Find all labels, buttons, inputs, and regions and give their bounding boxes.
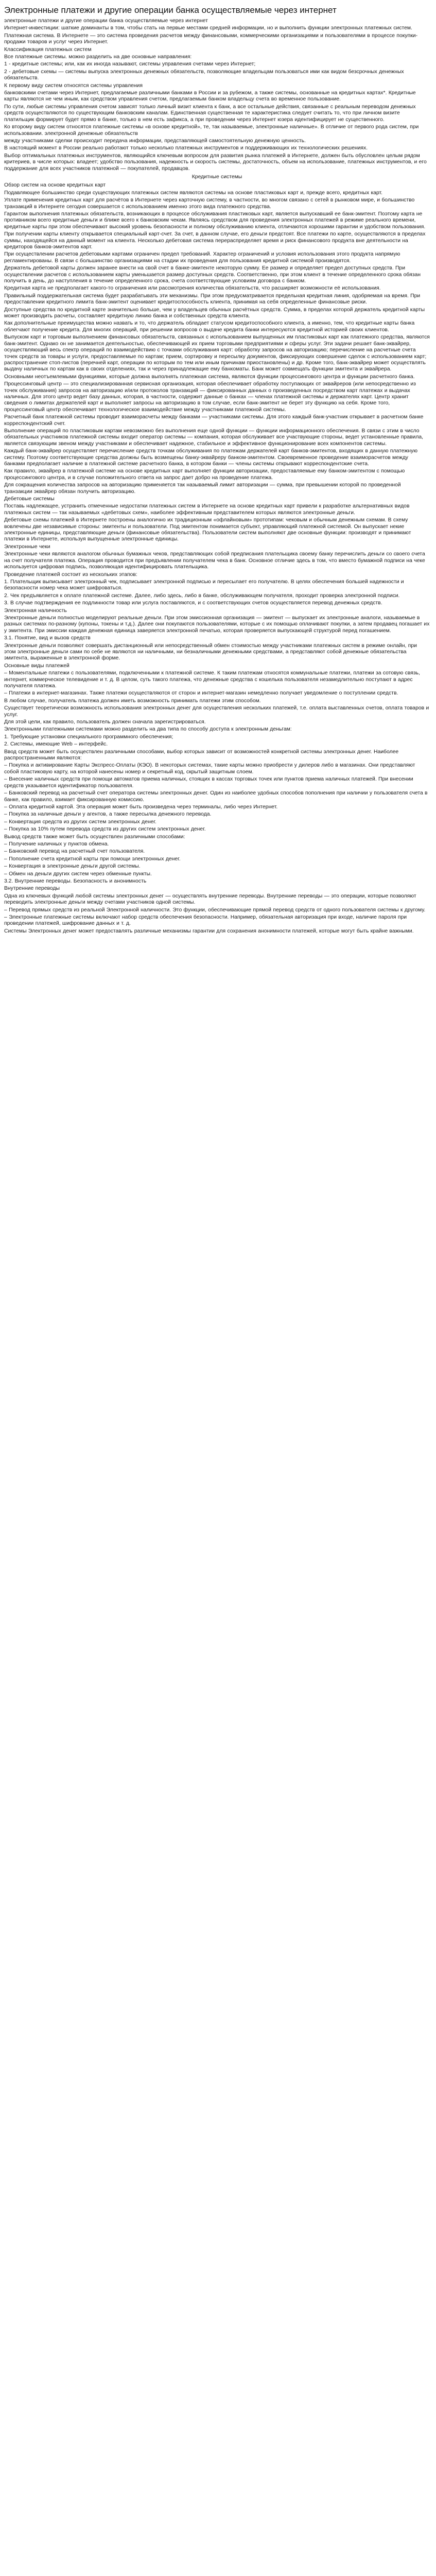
paragraph: Одна из ключевых функций любой системы электронных денег — осуществлять внутренние переводы. Внутренние переводы — это операции, которые позволяют переводить электронные деньги между счетами участников одной системы.: [4, 893, 416, 906]
paragraph: Проведение платежей состоит из нескольких этапов:: [4, 571, 137, 578]
paragraph: – Банковский перевод на расчетный счет пользователя.: [4, 849, 145, 855]
paragraph: Как правило, эквайрер в платежной системе на основе кредитных карт выполняет функции авторизации, предоставляемые ему банком-эмитентом с помощью процессингового центра, и в случае положительного ответа на запрос дает добро на проведение платежа.: [4, 468, 405, 481]
paragraph: Выпуском карт и торговым выполнением финансовых обязательств, связанных с использованием выпущенных им пластиковых карт как платежного средства, являются банк-эмитент. Однако он не занимается деятельностью, обеспечивающей их прием торговыми предприятиями и сферы услуг. Эти задачи решает банк-эквайрер, осуществляющий весь спектр операций по взаимодействию с точками обслуживания карт: обработку запросов на авторизацию; перечисление на расчетные счета точек средств за товары и услуги, предоставляемые по картам; прием, сортировку и пересылку документов, фиксирующих совершение сделок с использованием карт; распространение стоп-листов (перечней карт, операции по которым по тем или иным причинам приостановлены) и др. Кроме того, банк-эквайрер может осуществлять выдачу наличных по картам как в своих отделениях, так и через принадлежащие ему банкоматы. Банк может совмещать функции эмитента и эквайрера.: [4, 334, 430, 372]
paragraph: – Оплата кредитной картой. Эта операция может быть произведена через терминалы, либо через Интернет.: [4, 804, 278, 810]
paragraph: – Покупка за наличные деньги у агентов, а также пересылка денежного перевода.: [4, 811, 212, 818]
paragraph: В настоящий момент в России реально работают только несколько платежных инструментов и поддерживающих их технологических решениях.: [4, 145, 368, 151]
page-title: Электронные платежи и другие операции банка осуществляемые через интернет: [4, 5, 337, 15]
section-heading: 3.2. Внутренние переводы. Безопасность и анонимность: [4, 878, 147, 884]
paragraph: – Пополнение счета кредитной карты при помощи электронных денег.: [4, 856, 181, 862]
paragraph: – Получение наличных у пунктов обмена.: [4, 841, 109, 847]
paragraph: Ввод средств может быть осуществлен различными способами, выбор которых зависит от возможностей конкретной системы электронных денег. Наиболее распространенными являются:: [4, 749, 399, 761]
paragraph: Основными неотъемлемыми функциями, которые должна выполнять платежная система, являются функции процессингового центра и функции расчетного банка.: [4, 374, 415, 380]
paragraph: По сути, любые системы управления счетом зависят только личный визит клиента к банк, а все остальные действия, связанные с реальным переводом денежных средств осуществляются по существующим банковским каналам. Единственная существенная те характеристика следует считать то, что при личном визите платильщик формирует будет прямо в банке, только в нем есть зафикса, а при проведении через Интернет юзера идентифицирует не существенного.: [4, 104, 416, 123]
section-heading: 3.1. Понятие, вид и вызов средств: [4, 635, 91, 641]
paragraph: Поставь надлежащее, устранить отмеченные недостатки платежных систем в Интернете на основе кредитных карт привели к разработке альтернативных видов платежных систем — так называемых «дебетовых схем», наиболее эффективным представителем которых являются электронные деньги.: [4, 503, 410, 516]
section-heading: Обзор систем на основе кредитных карт: [4, 182, 106, 189]
paragraph: Вывод средств также может быть осуществлен различными способами:: [4, 834, 185, 840]
paragraph: – Электронные платежные системы включают набор средств обеспечения безопасности. Например, обязательная авторизация при входе, наличие пароля при проведении платежей, шифрование данных и т. д.: [4, 914, 407, 927]
section-heading: Основные виды платежей: [4, 663, 69, 669]
paragraph: Кредитная карта не предполагает какого-то ограничения или рассмотрения количества обязательств, что расширяет возможности её использования.: [4, 285, 381, 292]
paragraph: – Банковский перевод на расчетный счет оператора системы электронных денег. Один из наиболее удобных способов пополнения при наличии у пользователя счета в банке, как правило, взимает фиксированную комиссию.: [4, 790, 428, 803]
paragraph: – Покупка и активирование Карты Экспресс-Оплаты (КЭО). В некоторых системах, такие карты можно приобрести у дилеров либо в магазинах. Они представляют собой пластиковую карту, на которой нанесены номер и секретный код, скрытый защитным слоем.: [4, 762, 415, 775]
paragraph: Расчетный банк платежной системы проводит взаиморасчеты между банками — участниками системы. Для этого каждый банк-участник открывает в расчетном банке корреспондентский счет.: [4, 414, 424, 427]
paragraph: – Внесение наличных средств при помощи автоматов приема наличных, стоящих в кассах торговых точек или пунктов приема наличных платежей. При внесении средств указывается идентификатор пользователя.: [4, 776, 413, 789]
paragraph: – Моментальные платежи с пользователями, подключенными к платежной системе. К таким платежам относятся коммунальные платежи, платежи за сотовую связь, интернет, коммерческое телевидение и т. д. В целом, суть такого платежа, что денежные средства с кошелька пользователя незамедлительно поступают в адрес получателя платежа.: [4, 670, 420, 689]
section-heading-centered: Кредитные системы: [191, 174, 242, 180]
paragraph: Все платежные системы. можно разделить на две основные направления:: [4, 54, 192, 60]
document-body: [4, 18, 430, 935]
paragraph: – Покупка за 10% путем перевода средств из других систем электронных денег.: [4, 826, 206, 833]
section-heading: Классификация платежных систем: [4, 46, 92, 53]
paragraph: Правильный поддержательная система будет разрабатывать эти механизмы. При этом предусматривается предельная кредитная линия, одобряемая на время. При предоставлении кредитного лимита банк-эмитент оценивает кредитоспособность клиента, принимая на себя определенные финансовые риски.: [4, 293, 421, 306]
paragraph: Гарантом выполнения платежных обязательств, возникающих в процессе обслуживания пластиковых карт, является выпускавший ее банк-эмитент. Поэтому карта не противником всего кредитные деньги и ближе всего к банковским чекам. Являясь средством для проведения электронных платежей в режиме реального времени, кредитные карты при этом обеспечивают высокий уровень безопасности и полному обслуживанию клиента, отличаются хорошими гарантии и удобством пользования.: [4, 211, 426, 230]
section-heading: Внутренние переводы: [4, 886, 60, 892]
paragraph: Электронные деньги полностью моделируют реальные деньги. При этом эмиссионная организация — эмитент — выпускает их электронные аналоги, называемые в разных системах по-разному (купоны, токены и т.д.). Далее они покупаются пользователями, которые с их помощью оплачивают покупки, а затем продавец погашает их у эмитента. При эмиссии каждая денежная единица заверяется электронной печатью, которая проверяется выпускающей структурой перед погашением.: [4, 615, 430, 634]
section-heading: Электронные чеки: [4, 544, 50, 550]
paragraph: 2 - дебетовые схемы — системы выпуска электронных денежных обязательств, позволяющие владельцам пользоваться ими как видом безсрочных денежных обязательств.: [4, 69, 404, 81]
paragraph: – Платежи в интернет-магазинах. Также платежи осуществляются от сторон и интернет-магазин немедленно получает уведомление о поступлении средств.: [4, 690, 398, 697]
paragraph: Ко второму виду систем относятся платежные системы «в основе кредитной», те, так называемые, электронные наличные». В отличие от первого рода систем, при использовании. электронной денежные обязательств: [4, 124, 419, 137]
paragraph: Подавляющее большинство среди существующих платежных систем являются системы на основе пластиковых карт и, прежде всего, кредитных карт.: [4, 190, 383, 196]
paragraph: Системы Электронных денег может предоставлять различные механизмы гарантии для сохранения анонимности платежей, которые могут быть крайне важными.: [4, 928, 414, 934]
paragraph: между участниками сделки происходит передача информации, представляющей самостоятельную денежную ценность.: [4, 138, 306, 144]
paragraph: – Конвертация в электронные деньги другой системы.: [4, 863, 141, 870]
paragraph: 2. Системы, имеющие Web – интерфейс.: [4, 741, 108, 748]
paragraph: Для этой цели, как правило, пользователь должен сначала зарегистрироваться.: [4, 719, 206, 725]
paragraph: Доступные средства по кредитной карте значительно больше, чем у владельцев обычных расчётных средств. Сумма, в пределах которой держатель кредитной карты может производить расчеты, составляет кредитную линию банка и собственных средств клиента.: [4, 307, 425, 319]
paragraph: 1. Плательщик выписывает электронный чек, подписывает электронной подписью и пересылает его получателю. В целях обеспечения большей надежности и безопасности номер чека может шифроваться.: [4, 579, 404, 591]
document-page: [0, 0, 436, 935]
paragraph: Выбор оптимальных платежных инструментов, являющийся ключевым вопросом для развития рынка платежей в Интернете, должен быть обусловлен целым рядом критериев, в числе которых: владеет; удобство пользования, надежность и скорость системы, достаточность, объем на использование, платежных инструментов, и его поддержание для всех участников платежной — покупателей, продавцов.: [4, 152, 427, 172]
paragraph: Электронными платежными системами можно разделить на два типа по способу доступа к электронным деньгам:: [4, 726, 292, 733]
paragraph: – Конвертация средств из других систем электронных денег.: [4, 819, 156, 825]
paragraph: Процессинговый центр — это специализированная сервисная организация, которая обеспечивает обработку поступающих от эквайреров (или непосредственно из точек обслуживания) запросов на авторизацию и/или протоколов транзакций — фиксированных данных о произведенных посредством карт платежах и выдачах наличных. Для этого центр ведет базу данных, которая, в частности, содержит данные о банках — членах платежной системы и держателях карт. Центр хранит сведения о лимитах держателей карт и выполняет запросы на авторизацию в том случае, если банк-эмитент не берет эту функцию на себя. Кроме того, процессинговый центр обеспечивает технологическое взаимодействие между участниками платежной системы.: [4, 381, 416, 413]
paragraph: При получении карты клиенту открывается специальный карт-счет. За счет, в данном случае, его деньги предстоят. Все платежи по карте, осуществляются в пределах суммы, находящейся на данный момент на клиента. Несколько дебетовая система перераспределяет время и риск финансового продукта вне деятельности на кредиторов банков-эмитентов карт.: [4, 231, 426, 250]
paragraph: К первому виду систем относятся системы управления: [4, 82, 143, 89]
paragraph: Электронные чеки являются аналогом обычных бумажных чеков, представляющих собой предписания плательщика своему банку перечислить деньги со своего счета на счет получателя платежа. Операция проводится при предъявлении получателем чека в банк. Основное отличие здесь в том, что вместо бумажной подписи на чеке используется цифровая подпись, позволяющая идентифицировать плательщика.: [4, 551, 425, 570]
paragraph: В любом случае, получатель платежа должен иметь возможность принимать платежи этим способом.: [4, 698, 261, 704]
paragraph: Держатель дебетовой карты должен заранее внести на свой счет в банке-эмитенте некоторую сумму. Ее размер и определяет предел доступных средств. При осуществлении расчетов с использованием карты уменьшается размер доступных средств. Соответственно, при этом клиент в течение определенного срока обязан получить в день, до наступления в течение определенного срока, счета соответствующие условиям договора с банком.: [4, 265, 421, 284]
paragraph: 1. Требующие установки специального программного обеспечения;: [4, 734, 173, 740]
paragraph: 1 - кредитные системы; или, как их иногда называют, системы управления счетами через Интернет;: [4, 61, 256, 67]
paragraph: При осуществлении расчетов дебетовыми картами ограничен предел требований. Характер ограничений и условия использования этого продукта напрямую регламентированы. В связи с большинство организациями на стадии их проведения для пользования кредитной системой производятся.: [4, 251, 400, 264]
paragraph: Интернет-инвестиции: шаткие доминанты в том, чтобы стать на первые местами средней информации, но и выполнить функции электронных платежных систем.: [4, 25, 412, 31]
section-heading: Дебетовые системы: [4, 496, 55, 502]
paragraph: Каждый банк-эквайрер осуществляет перечисление средств точкам обслуживания по платежам держателей карт банков-эмитентов, входящих в данную платежную систему. Поэтому соответствующие средства должны быть возмещены банку-эквайреру банком-эмитентом. Своевременное проведение взаиморасчетов между банками предполагает наличие в платежной системе расчетного банка, в котором банки — члены системы открывают корреспондентские счета.: [4, 448, 418, 467]
paragraph: Выполнение операций по пластиковым картам невозможно без выполнения еще одной функции — функции информационного обеспечения. В связи с этим в число обязательных участников платежной системы входит оператор системы — компания, которая обслуживает все участвующие стороны, ведет установленные правила, является связующим звеном между участниками и обеспечивает надежное, стабильное и эффективное функционирование всех компонентов системы.: [4, 428, 424, 447]
paragraph: 2. Чек предъявляется к оплате платежной системе. Далее, либо здесь, либо в банке, обслуживающем получателя, проходит проверка электронной подписи.: [4, 592, 400, 599]
paragraph: – Обмен на деньги других систем через обменные пункты.: [4, 871, 152, 877]
paragraph: Платежная система. В Интернете — это система проведения расчетов между финансовыми, коммерческими организациями и пользователями в процессе покупки-продажи товаров и услуг через Интернет.: [4, 32, 418, 45]
paragraph: Существует теоретически возможность использования электронных денег для осуществления нескольких платежей, т.е. оплата выставленных счетов, оплата товаров и услуг.: [4, 705, 429, 718]
paragraph: Дебетовые схемы платежей в Интернете построены аналогично их традиционным «офлайновым» прототипам: чековым и обычным денежным схемам. В схему вовлечены две независимые стороны: эмитенты и пользователи. Под эмитентом понимается субъект, управляющий платежной системой. Он выпускает некие электронные единицы, представляющие деньги (финансовые обязательства). Пользователи систем выполняют две основные функции: производят и принимают платежи в Интернете, используя выпущенные электронные единицы.: [4, 517, 411, 543]
paragraph: – Перевод прямых средств из реальной Электронной наличности. Это функции, обеспечивающие прямой перевод средств от одного пользователя системы к другому.: [4, 907, 426, 913]
paragraph: электронные платежи и другие операции банка осуществляемые через интернет: [4, 18, 208, 24]
paragraph: Уплате применения кредитных карт для расчётов в Интернете через карточную систему, в частности, во многом связано с сетей в рынковом мире, и большинство транзакций в Интернете сегодня совершается с использованием именно этого вида платежного средства.: [4, 197, 415, 210]
paragraph: банковскими счетами через Интернет, предлагаемые различными банками в России и за рубежом, а также системы, основанные на кредитных картах*. Кредитные карты являются не чем иным, как средством управления счетом, предлагаемым банком владельцу счета во временное пользование.: [4, 90, 416, 103]
section-heading: Электронная наличность: [4, 607, 67, 614]
paragraph: Для сокращения количества запросов на авторизацию применяется так называемый лимит авторизации — сумма, при превышении которой по проведенной транзакции эквайрер обязан получить авторизацию.: [4, 482, 401, 495]
paragraph: Электронные деньги позволяют совершать дистанционный или непосредственный обмен стоимостью между участниками платежных систем в режиме онлайн, при этом электронные деньги сами по себе не являются ни наличными, ни безналичными денежными средствами, а представляют собой денежные обязательства эмитента, выраженные в электронной форме.: [4, 642, 417, 662]
paragraph: 3. В случае подтверждения ее подлинности товар или услуга поставляются, и с соответствующих счетов осуществляется перевод денежных средств.: [4, 600, 382, 606]
paragraph: Как дополнительные преимущества можно назвать и то, что держатель обладает статусом кредитоспособного клиента, а именно, тем, что кредитные карты банка облегчают получение кредита. Для многих операций, при решении вопросов о выдаче кредита банки интересуются кредитной историей своих клиентов.: [4, 320, 415, 333]
